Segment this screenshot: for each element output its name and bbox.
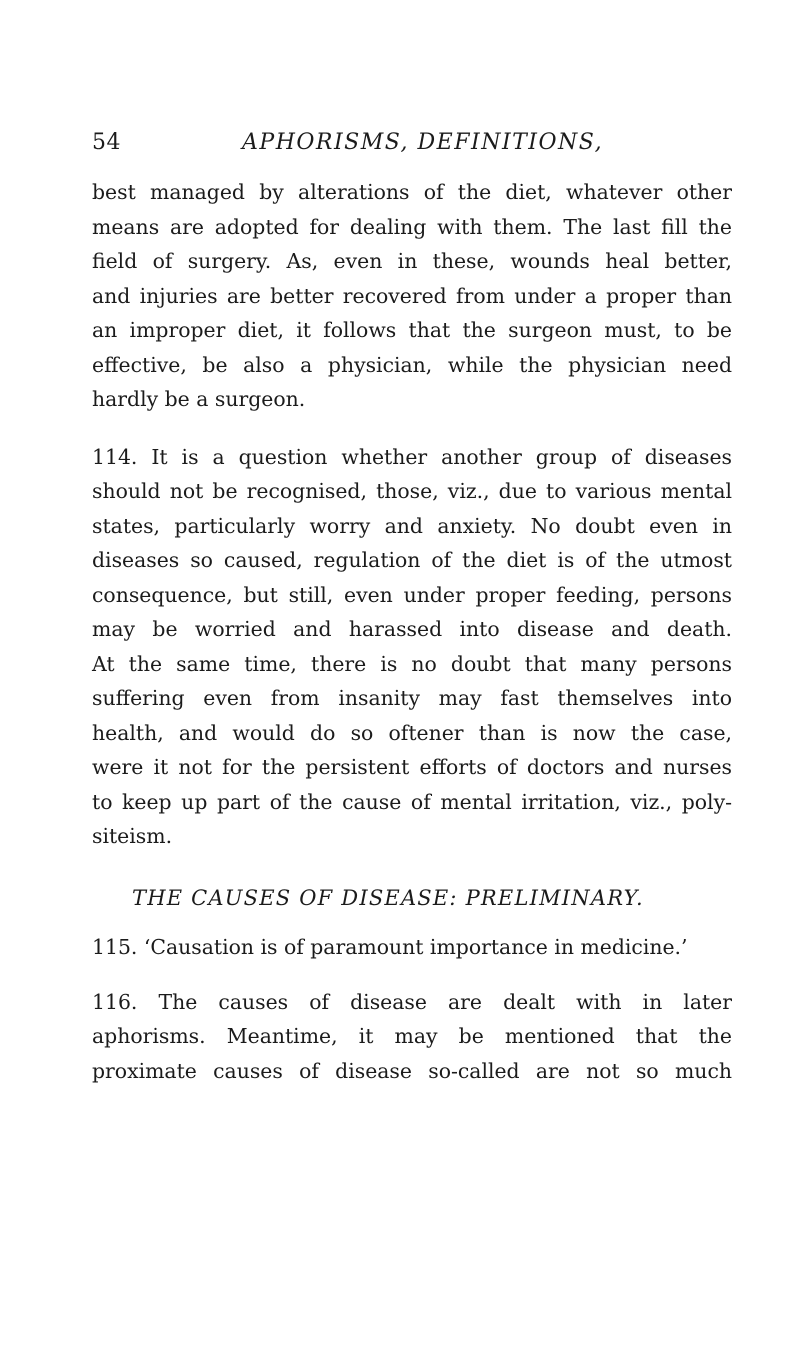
text-line: hardly be a surgeon.: [92, 387, 306, 411]
text-line: an improper diet, it follows that the surgeon must, to be: [92, 318, 732, 342]
text-line: proximate causes of disease so-called are not so much: [92, 1058, 732, 1083]
text-line: aphorisms. Meantime, it may be mentioned that the: [92, 1024, 732, 1048]
page-number: 54: [92, 130, 121, 155]
text-line: best managed by alterations of the diet, whatever other: [92, 180, 732, 204]
paragraph-continued: [92, 175, 732, 417]
text-line: were it not for the persistent efforts of doctors and nurses: [92, 755, 732, 779]
text-line: 114. It is a question whether another group of diseases: [92, 444, 732, 469]
text-line: to keep up part of the cause of mental irritation, viz., poly-: [92, 789, 732, 814]
paragraph-114: [92, 440, 732, 854]
text-line: 116. The causes of disease are dealt with in later: [92, 989, 732, 1014]
text-line: means are adopted for dealing with them. The last fill the: [92, 214, 732, 239]
paragraph-116: [92, 985, 732, 1089]
body-text: [92, 175, 732, 1088]
text-line: At the same time, there is no doubt that many persons: [92, 651, 732, 676]
text-line: effective, be also a physician, while the physician need: [92, 352, 732, 377]
text-line: diseases so caused, regulation of the diet is of the utmost: [92, 548, 732, 572]
text-line: suffering even from insanity may fast themselves into: [92, 686, 732, 710]
text-line: consequence, but still, even under proper feeding, persons: [92, 582, 732, 607]
running-title: APHORISMS, DEFINITIONS,: [242, 130, 604, 155]
paragraph-115: [92, 930, 732, 965]
text-line: may be worried and harassed into disease and death.: [92, 617, 732, 641]
text-line: states, particularly worry and anxiety. No doubt even in: [92, 513, 732, 538]
section-heading: THE CAUSES OF DISEASE: PRELIMINARY.: [132, 885, 644, 910]
text-line: and injuries are better recovered from under a proper than: [92, 283, 732, 308]
text-line: health, and would do so oftener than is now the case,: [92, 720, 732, 745]
text-line: 115. ‘Causation is of paramount importance in medicine.’: [92, 935, 688, 959]
running-header: [92, 130, 732, 170]
text-line: field of surgery. As, even in these, wounds heal better,: [92, 249, 732, 273]
text-line: should not be recognised, those, viz., due to various mental: [92, 479, 732, 503]
text-line: siteism.: [92, 824, 173, 848]
